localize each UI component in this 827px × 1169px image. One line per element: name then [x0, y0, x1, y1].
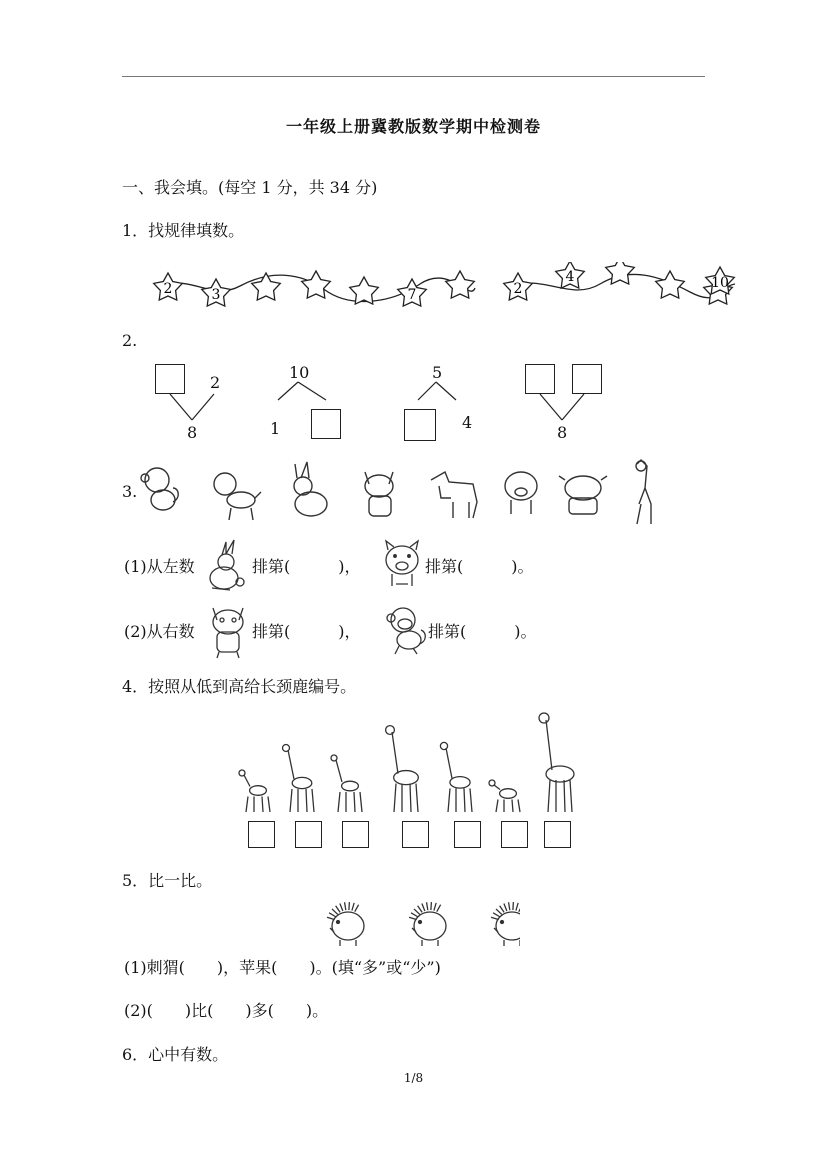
q3-sub2-rank1[interactable]: 排第( )， — [252, 622, 361, 641]
page-title: 一年级上册冀教版数学期中检测卷 — [285, 117, 541, 136]
star-number: 2 — [163, 281, 173, 297]
star-chain-illustration — [150, 262, 740, 314]
question-2-label: 2. — [122, 331, 138, 350]
q5-sub1[interactable]: (1)刺猬( )，苹果( )。(填“多”或“少”) — [124, 958, 441, 977]
question-1-label: 1．找规律填数。 — [122, 221, 245, 240]
answer-box[interactable] — [311, 409, 341, 439]
giraffe-icon — [489, 780, 520, 812]
star-number: 7 — [407, 287, 417, 303]
lion-icon — [207, 458, 267, 528]
star-cell[interactable] — [656, 271, 685, 298]
q3-sub1-prefix: (1)从左数 — [124, 557, 195, 576]
pig-icon — [380, 538, 426, 590]
q5-sub2[interactable]: (2)( )比( )多( )。 — [124, 1001, 329, 1020]
hedgehog-icon — [491, 902, 520, 946]
page-number: 1/8 — [403, 1071, 424, 1085]
giraffe-icon — [239, 770, 270, 812]
hedgehog-icon — [409, 902, 446, 946]
cat-icon — [353, 458, 413, 528]
giraffe-icon — [621, 458, 681, 528]
giraffe-number-box[interactable] — [454, 821, 481, 848]
star-cell[interactable] — [252, 273, 281, 300]
question-4-label: 4．按照从低到高给长颈鹿编号。 — [122, 677, 357, 696]
tree4-bottom-value: 8 — [557, 423, 568, 442]
animal-row — [135, 458, 675, 528]
star-cell[interactable] — [606, 262, 635, 284]
monkey-icon — [383, 602, 431, 656]
cat-icon — [205, 600, 253, 660]
cow-icon — [555, 458, 615, 528]
star-cell[interactable] — [302, 271, 331, 298]
tree1-bottom-value: 8 — [187, 423, 198, 442]
tree3-top-value: 5 — [432, 363, 443, 382]
giraffe-number-box[interactable] — [544, 821, 571, 848]
answer-box[interactable] — [525, 364, 555, 394]
question-3-label: 3. — [122, 482, 138, 501]
giraffe-icon — [440, 742, 472, 812]
answer-box[interactable] — [572, 364, 602, 394]
q3-sub2-prefix: (2)从右数 — [124, 622, 195, 641]
giraffe-lineup — [230, 712, 590, 816]
tree2-top-value: 10 — [289, 363, 310, 382]
section-heading: 一、我会填。(每空 1 分，共 34 分) — [122, 178, 378, 197]
giraffe-number-box[interactable] — [295, 821, 322, 848]
horse-icon — [423, 458, 483, 528]
q3-sub1-rank2[interactable]: 排第( )。 — [425, 557, 534, 576]
rabbit-icon — [202, 538, 252, 594]
giraffe-number-box[interactable] — [248, 821, 275, 848]
star-cell[interactable] — [446, 271, 475, 298]
star-number: 4 — [565, 269, 575, 285]
star-number: 3 — [211, 287, 221, 303]
tree1-right-value: 2 — [210, 373, 221, 392]
q3-sub1-rank1[interactable]: 排第( )， — [252, 557, 361, 576]
giraffe-icon — [331, 755, 362, 812]
answer-box[interactable] — [404, 409, 436, 441]
q3-sub2-rank2[interactable]: 排第( )。 — [428, 622, 537, 641]
giraffe-icon — [386, 726, 419, 812]
giraffe-icon — [283, 745, 315, 813]
pig-icon — [495, 458, 555, 528]
monkey-icon — [135, 458, 195, 528]
giraffe-icon — [539, 713, 574, 812]
giraffe-number-box[interactable] — [342, 821, 369, 848]
star-cell[interactable] — [350, 277, 379, 304]
giraffe-number-box[interactable] — [402, 821, 429, 848]
hedgehog-icon — [327, 902, 364, 946]
star-number: 10 — [711, 275, 729, 291]
giraffe-number-box[interactable] — [501, 821, 528, 848]
header-rule — [122, 76, 705, 77]
question-5-label: 5．比一比。 — [122, 871, 213, 890]
hedgehog-row — [310, 898, 520, 948]
question-6-label: 6．心中有数。 — [122, 1045, 229, 1064]
tree3-right-value: 4 — [462, 413, 473, 432]
answer-box[interactable] — [155, 364, 185, 394]
rabbit-icon — [281, 458, 341, 528]
tree2-left-value: 1 — [270, 419, 281, 438]
star-number: 2 — [513, 281, 523, 297]
